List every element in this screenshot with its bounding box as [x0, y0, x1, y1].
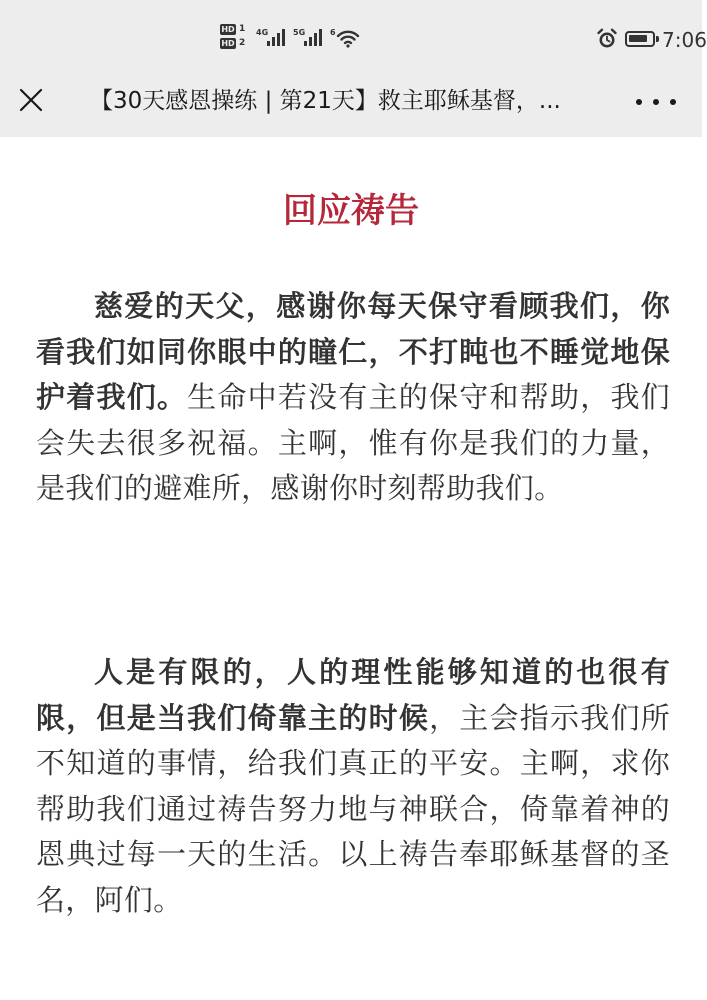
close-button[interactable]	[14, 83, 48, 117]
close-icon	[19, 88, 43, 112]
prayer-paragraph-2	[36, 650, 670, 923]
prayer-paragraph-1	[36, 284, 670, 512]
battery-icon	[625, 31, 655, 47]
status-bar: HD 1 HD 2 4G 5G 6 7:06	[221, 24, 707, 52]
sim1-slot: 1	[239, 24, 246, 34]
paragraph-1-text: 生命中若没有主的保守和帮助，我们会失去很多祝福。主啊，惟有你是我们的力量，是我们的避难所，感谢你时刻帮助我们。	[36, 380, 670, 505]
top-bar	[0, 0, 707, 137]
sim2-hd-badge: HD	[221, 39, 235, 48]
sim-indicators	[220, 24, 246, 52]
page-title: 【30天感恩操练 | 第21天】救主耶稣基督，...	[90, 88, 561, 114]
article-heading: 回应祷告	[283, 191, 419, 231]
alarm-icon	[597, 28, 617, 50]
nav-bar	[0, 78, 702, 137]
paragraph-2-bold: 人是有限的，人的理性能够知道的也很有限，但是当我们倚靠主的时候	[36, 655, 670, 735]
clock: 7:06	[662, 28, 707, 52]
sim2-slot: 2	[239, 38, 246, 48]
more-dots-icon	[636, 99, 642, 105]
sim1-hd-badge: HD	[221, 25, 235, 34]
paragraph-1-bold: 慈爱的天父，感谢你每天保守看顾我们，你看我们如同你眼中的瞳仁，不打盹也不睡觉地保护着我们。	[36, 289, 670, 414]
paragraph-2-text: ，主会指示我们所不知道的事情，给我们真正的平安。主啊，求你帮助我们通过祷告努力地与神联合，倚靠着神的恩典过每一天的生活。以上祷告奉耶稣基督的圣名，阿们。	[36, 700, 671, 917]
more-button[interactable]	[636, 90, 676, 114]
